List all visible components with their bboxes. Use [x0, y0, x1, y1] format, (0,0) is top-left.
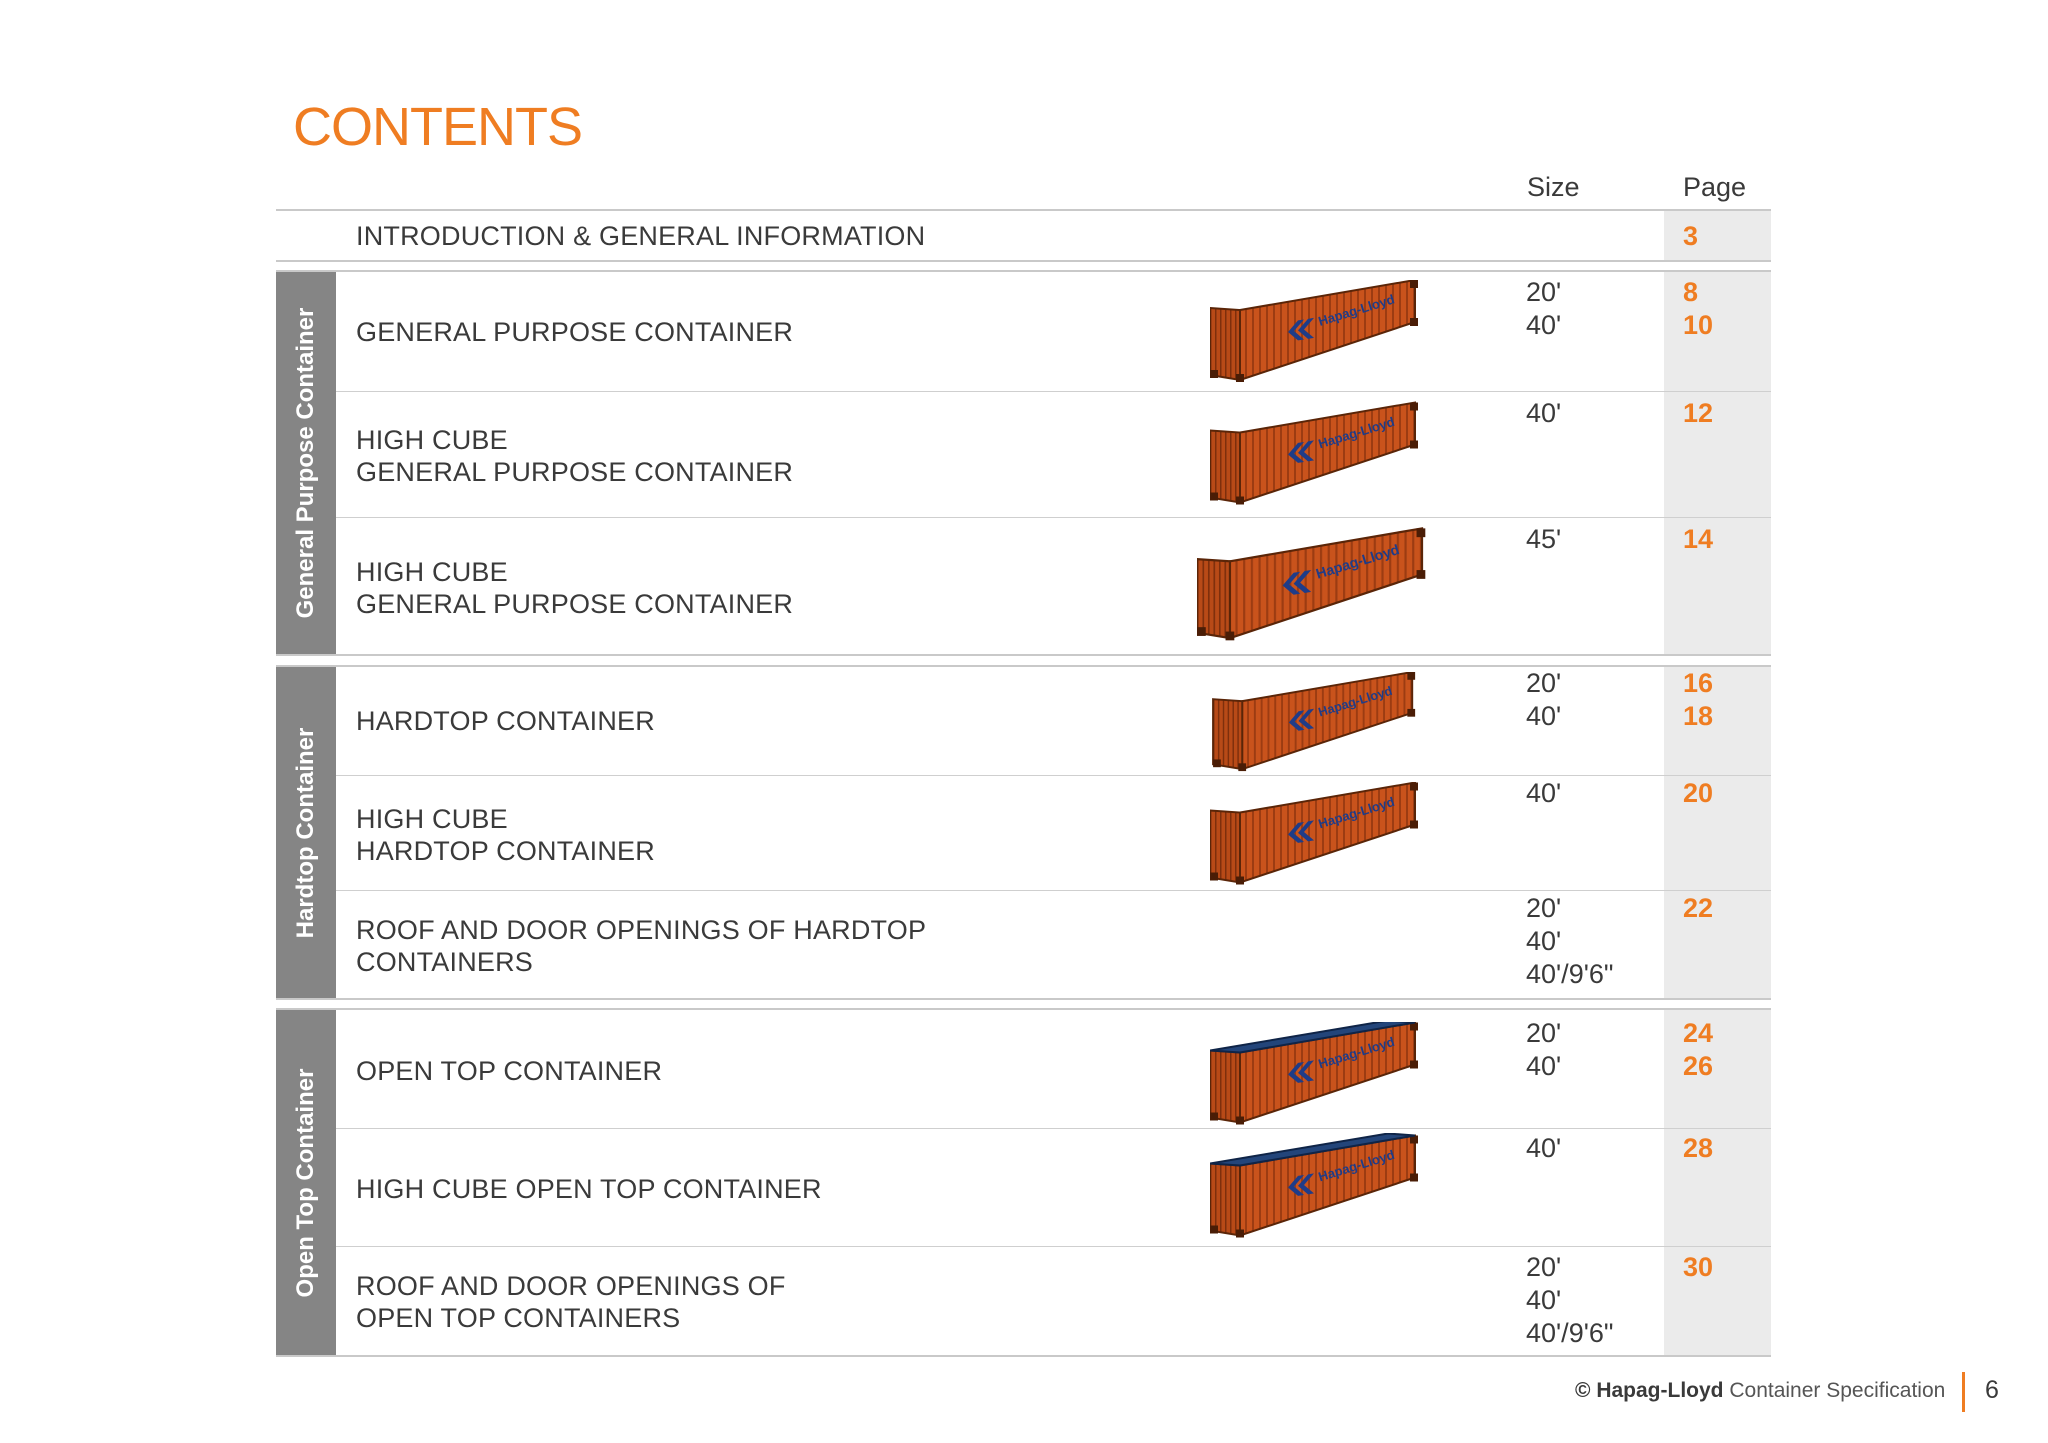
- row-label: HARDTOP CONTAINER: [356, 706, 655, 736]
- row-pages[interactable]: 24 26: [1683, 1018, 1714, 1081]
- row-pages[interactable]: 12: [1683, 398, 1714, 428]
- hardtop-container-image: [1210, 672, 1425, 774]
- row-pages[interactable]: 28: [1683, 1133, 1714, 1163]
- section-title: General Purpose Container: [292, 307, 319, 619]
- size-column-header: Size: [1527, 172, 1580, 202]
- section-sidebar-general-purpose: [276, 272, 336, 654]
- footer-credit: [1575, 1379, 1945, 1403]
- rule: [276, 998, 1771, 1000]
- row-label: OPEN TOP CONTAINER: [356, 1056, 663, 1086]
- high-cube-open-top-container-image: [1210, 1133, 1425, 1243]
- row-sizes: 45': [1526, 524, 1562, 554]
- section-sidebar-open-top: [276, 1010, 336, 1355]
- section-sidebar-hardtop: [276, 667, 336, 998]
- open-top-container-image: [1210, 1022, 1425, 1128]
- rule: [336, 517, 1771, 518]
- row-sizes: 20' 40': [1526, 277, 1562, 340]
- rule: [276, 260, 1771, 262]
- rule: [276, 209, 1771, 211]
- row-label: ROOF AND DOOR OPENINGS OF OPEN TOP CONTAINERS: [356, 1271, 786, 1333]
- rule: [276, 654, 1771, 656]
- rule: [276, 270, 1771, 272]
- high-cube-general-purpose-container-image: [1210, 400, 1425, 510]
- footer-divider: [1962, 1372, 1965, 1412]
- row-sizes: 40': [1526, 778, 1562, 808]
- high-cube-hardtop-container-image: [1210, 782, 1425, 888]
- row-label: GENERAL PURPOSE CONTAINER: [356, 317, 794, 347]
- rule: [336, 391, 1771, 392]
- row-label: ROOF AND DOOR OPENINGS OF HARDTOP CONTAINERS: [356, 915, 927, 977]
- rule: [336, 890, 1771, 891]
- row-pages[interactable]: 22: [1683, 893, 1714, 923]
- rule: [336, 775, 1771, 776]
- footer-doc-title: Container Specification: [1729, 1379, 1946, 1402]
- row-pages[interactable]: 30: [1683, 1252, 1714, 1282]
- section-title: Hardtop Container: [292, 727, 319, 938]
- copyright-symbol: ©: [1575, 1379, 1591, 1402]
- high-cube-45-container-image: [1197, 525, 1433, 647]
- rule: [276, 1355, 1771, 1357]
- rule: [336, 1128, 1771, 1129]
- section-title: Open Top Container: [292, 1068, 319, 1297]
- row-label: HIGH CUBE OPEN TOP CONTAINER: [356, 1174, 822, 1204]
- row-sizes: 20' 40' 40'/9'6": [1526, 1252, 1614, 1348]
- rule: [276, 1008, 1771, 1010]
- row-pages[interactable]: 14: [1683, 524, 1714, 554]
- row-sizes: 40': [1526, 398, 1562, 428]
- row-label: HIGH CUBE HARDTOP CONTAINER: [356, 804, 655, 866]
- row-pages[interactable]: 20: [1683, 778, 1714, 808]
- row-sizes: 20' 40' 40'/9'6": [1526, 893, 1614, 989]
- footer-brand: Hapag-Lloyd: [1596, 1379, 1724, 1402]
- page-column-header: Page: [1683, 172, 1747, 202]
- row-label: HIGH CUBE GENERAL PURPOSE CONTAINER: [356, 557, 794, 619]
- row-label: HIGH CUBE GENERAL PURPOSE CONTAINER: [356, 425, 794, 487]
- row-pages[interactable]: 8 10: [1683, 277, 1714, 340]
- row-sizes: 40': [1526, 1133, 1562, 1163]
- row-pages[interactable]: 16 18: [1683, 668, 1714, 731]
- row-sizes: 20' 40': [1526, 668, 1562, 731]
- rule: [336, 1246, 1771, 1247]
- intro-page[interactable]: 3: [1683, 221, 1699, 251]
- page-column-bg: [1664, 272, 1771, 655]
- footer-page-number: 6: [1985, 1376, 1999, 1404]
- page-title: CONTENTS: [293, 97, 582, 157]
- page-column-bg: [1664, 1010, 1771, 1356]
- general-purpose-container-image: [1210, 280, 1425, 385]
- page-column-bg: [1664, 211, 1771, 261]
- row-sizes: 20' 40': [1526, 1018, 1562, 1081]
- page-column-bg: [1664, 667, 1771, 998]
- intro-label: INTRODUCTION & GENERAL INFORMATION: [356, 221, 926, 251]
